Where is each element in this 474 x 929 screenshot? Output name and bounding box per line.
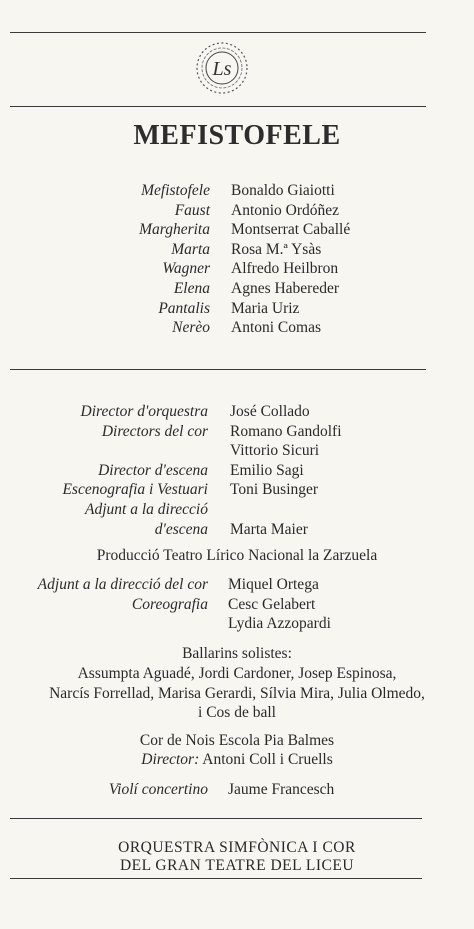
dancers-line: Narcís Forrellad, Marisa Gerardi, Sílvia Mira, Julia Olmedo, [49, 685, 425, 702]
rule-above-orchestra [10, 818, 422, 819]
credit-role: Director d'orquestra [80, 403, 208, 420]
orchestra-line: DEL GRAN TEATRE DEL LICEU [119, 857, 355, 874]
choir-director-name: Antoni Coll i Cruells [202, 751, 333, 768]
credit-name: Antonio Ordóñez [231, 201, 340, 219]
violin-role: Violí concertino [108, 781, 208, 798]
credit-role: Faust [174, 201, 210, 219]
page-title: MEFISTOFELE [133, 120, 341, 151]
credit-name: Lydia Azzopardi [228, 615, 331, 633]
orchestra-line: ORQUESTRA SIMFÒNICA I COR [118, 839, 356, 856]
credit-role: Director d'escena [98, 461, 208, 479]
laurel-logo-icon [194, 40, 250, 96]
credit-name: Agnes Habereder [231, 280, 340, 297]
rule-below-cast [10, 369, 426, 370]
credit-role: Wagner [162, 260, 210, 278]
credit-name: Alfredo Heilbron [231, 260, 339, 278]
credit-role: Mefistofele [141, 182, 210, 199]
rule-below-logo [10, 106, 426, 107]
dancers-line: i Cos de ball [198, 704, 276, 721]
credit-name: Rosa M.ª Ysàs [231, 240, 322, 258]
dancers-line: Assumpta Aguadé, Jordi Cardoner, Josep Espinosa, [77, 665, 397, 682]
credit-name: Bonaldo Giaiotti [231, 182, 335, 199]
credit-name: Cesc Gelabert [228, 595, 316, 613]
credit-name: Montserrat Caballé [231, 221, 351, 239]
credit-role: Adjunt a la direcció del cor [37, 576, 208, 593]
violin-name: Jaume Francesch [228, 781, 335, 798]
credit-name: Marta Maier [230, 520, 308, 538]
credit-role: d'escena [154, 520, 208, 538]
credit-name: Emilio Sagi [230, 461, 304, 479]
choir-director-label: Director: [141, 751, 200, 768]
credit-name: Toni Businger [230, 481, 319, 499]
logo-monogram: Ls [212, 58, 232, 80]
top-rule [10, 32, 426, 33]
credit-role: Pantalis [158, 299, 210, 317]
production-credit: Producció Teatro Lírico Nacional la Zarzuela [96, 547, 378, 564]
credit-name: Vittorio Sicuri [230, 442, 320, 460]
choir-line: Cor de Nois Escola Pia Balmes [139, 732, 335, 749]
choir-director [0, 750, 474, 770]
credit-name: Romano Gandolfi [230, 422, 342, 440]
credit-role: Marta [171, 240, 210, 258]
credit-name: Maria Uriz [231, 299, 300, 317]
credit-name: Miquel Ortega [228, 576, 319, 593]
credit-role: Escenografia i Vestuari [62, 481, 208, 499]
credit-name: Antoni Comas [231, 319, 321, 337]
credit-role: Directors del cor [101, 422, 208, 440]
dancers-heading: Ballarins solistes: [182, 645, 292, 662]
credit-role: Coreografia [131, 595, 208, 613]
credit-role: Elena [173, 280, 210, 297]
credit-role: Adjunt a la direcció [85, 501, 208, 518]
credit-name: José Collado [230, 403, 310, 420]
bottom-rule [10, 878, 422, 879]
credit-role: Nerèo [172, 319, 210, 337]
credit-role: Margherita [139, 221, 210, 239]
